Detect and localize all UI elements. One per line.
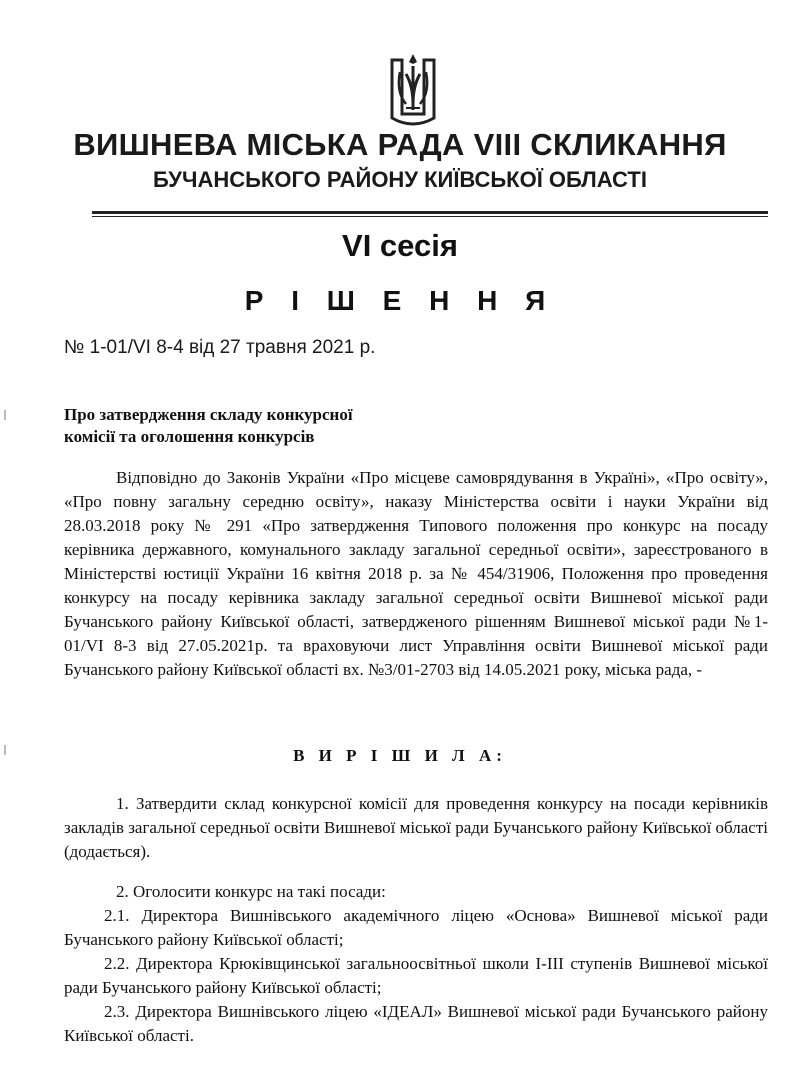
resolved-heading: В И Р І Ш И Л А:: [293, 746, 507, 765]
resolution-item-2-3: 2.3. Директора Вишнівського ліцею «ІДЕАЛ» Вишневої міської ради Бучанського району Київської області.: [64, 1002, 768, 1045]
subject-line-2: комісії та оголошення конкурсів: [64, 427, 315, 446]
scan-mark: [4, 745, 6, 755]
header-divider-thin: [92, 216, 768, 217]
resolution-item-1: 1. Затвердити склад конкурсної комісії для проведення конкурсу на посади керівників закладів загальної середньої освіти Вишневої міської ради Бучанського району Київської області (додається).: [64, 794, 768, 861]
decision-subject: [64, 404, 484, 448]
header-divider: [92, 211, 768, 214]
resolution-item-2-2: 2.2. Директора Крюківщинської загальноосвітньої школи І-ІІІ ступенів Вишневої міської ради Бучанського району Київської області;: [64, 954, 768, 997]
decision-number: № 1-01/VI 8-4 від 27 травня 2021 р.: [64, 337, 376, 358]
session-title: VI сесія: [342, 228, 458, 263]
preamble-paragraph: Відповідно до Законів України «Про місцеве самоврядування в Україні», «Про освіту», «Про повну загальну середню освіту», наказу Міністерства освіти і науки України від 28.03.2018 року № 291 «Про затвердження Типового положення про конкурс на посаду керівника державного, комунального закладу загальної середньої освіти», зареєстрованого в Міністерстві юстиції України 16 квітня 2018 р. за № 454/31906, Положення про проведення конкурсу на посаду керівника закладу загальної середньої освіти Вишневої міської ради Бучанського району Київської області, затвердженого рішенням Вишневої міської ради №1-01/VI 8-3 від 27.05.2021р. та враховуючи лист Управління освіти Вишневої міської ради Бучанського району Київської області вх. №3/01-2703 від 14.05.2021 року, міська рада, -: [64, 468, 768, 679]
trident-icon: [386, 52, 440, 128]
resolution-item-2: 2. Оголосити конкурс на такі посади:: [116, 882, 386, 901]
document-type: Р І Ш Е Н Н Я: [244, 285, 556, 316]
resolution-item-2-1: 2.1. Директора Вишнівського академічного ліцею «Основа» Вишневої міської ради Бучанського району Київської області;: [64, 906, 768, 949]
council-name: ВИШНЕВА МІСЬКА РАДА VIII СКЛИКАННЯ: [73, 127, 727, 162]
subject-line-1: Про затвердження складу конкурсної: [64, 405, 353, 424]
scan-mark: [4, 410, 6, 420]
district-name: БУЧАНСЬКОГО РАЙОНУ КИЇВСЬКОЇ ОБЛАСТІ: [153, 167, 647, 192]
